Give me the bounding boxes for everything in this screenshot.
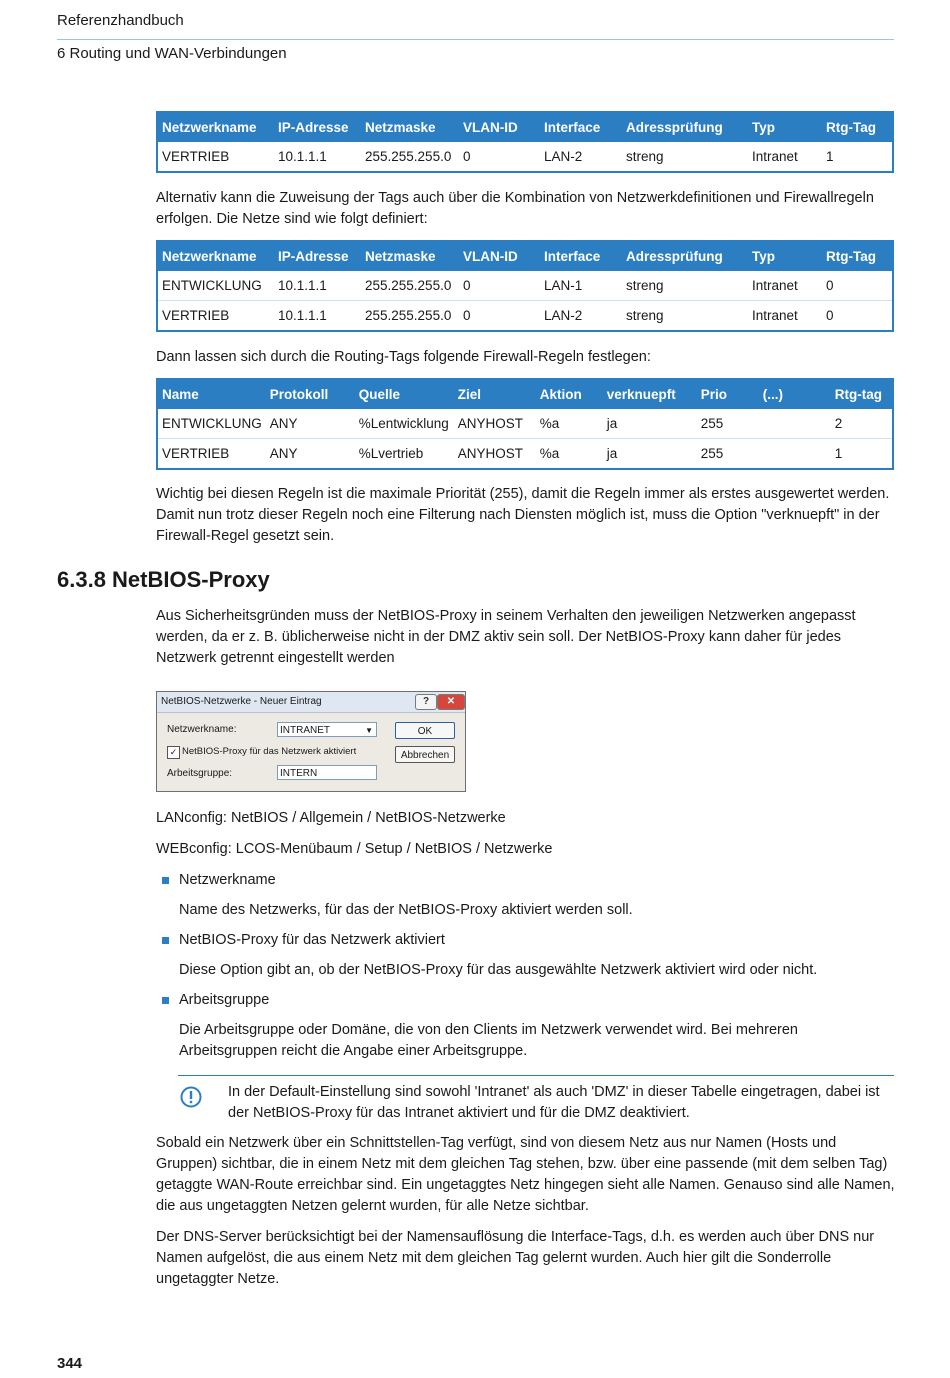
list-item-title: Arbeitsgruppe	[179, 992, 270, 1008]
table-cell: 0	[459, 271, 540, 301]
paragraph-tag-visibility: Sobald ein Netzwerk über ein Schnittstellen-Tag verfügt, sind von diesem Netz aus nur Namen (Hosts und Gruppen) sichtbar, die in einem Netz mit dem gleichen Tag stehen, bzw. über eine passende (mit dem selben Tag) getaggte WAN-Route erreichbar sind. Ein ungetaggtes Netz hingegen sieht alle Namen. Genauso sind alle Namen, die aus ungetaggten Netzen gelernt wurden, für alle Netze sichtbar.	[156, 1135, 895, 1214]
column-header: Interface	[540, 241, 622, 271]
column-header: Interface	[540, 112, 622, 142]
table-cell: ANYHOST	[454, 409, 536, 439]
list-item	[156, 930, 896, 981]
table-cell: %Lvertrieb	[358, 446, 424, 461]
running-header-title: Referenzhandbuch	[57, 12, 184, 29]
table-cell: 255.255.255.0	[365, 149, 452, 164]
paragraph-netbios-intro: Aus Sicherheitsgründen muss der NetBIOS-Proxy in seinem Verhalten den jeweiligen Netzwerken angepasst werden, da er z. B. üblicherweise nicht in der DMZ aktiv sein soll. Der NetBIOS-Proxy kann daher für jedes Netzwerk getrennt eingestellt werden	[156, 608, 856, 666]
table-row	[157, 439, 893, 470]
table-cell: %Lentwicklung	[355, 409, 454, 439]
page-number: 344	[57, 1355, 83, 1372]
table-cell: ENTWICKLUNG	[157, 271, 274, 301]
column-header: Rtg-tag	[831, 379, 893, 409]
list-item-description: Name des Netzwerks, für das der NetBIOS-Proxy aktiviert werden soll.	[179, 902, 633, 918]
table-cell: VERTRIEB	[162, 149, 230, 164]
column-header: Ziel	[454, 379, 536, 409]
firewall-rules-table	[156, 378, 894, 470]
column-header: VLAN-ID	[459, 112, 540, 142]
note-text: In der Default-Einstellung sind sowohl 'Intranet' als auch 'DMZ' in dieser Tabelle eingetragen, dabei ist der NetBIOS-Proxy für das Intranet aktiviert und für die DMZ deaktiviert.	[228, 1084, 880, 1121]
table-cell: LAN-2	[544, 308, 583, 323]
table-cell: VERTRIEB	[162, 446, 230, 461]
table-cell: Intranet	[748, 271, 822, 301]
column-header: Netzwerkname	[157, 241, 274, 271]
table-cell: LAN-2	[544, 149, 583, 164]
column-header: IP-Adresse	[274, 241, 361, 271]
network-name-label: Netzwerkname:	[167, 724, 237, 735]
bullet-icon	[162, 937, 169, 944]
table-cell: 255	[700, 446, 724, 461]
table-cell: 1	[834, 446, 843, 461]
table-cell	[759, 439, 831, 470]
exclamation-icon	[180, 1086, 202, 1108]
network-name-select[interactable]	[277, 722, 377, 737]
column-header: Netzwerkname	[157, 112, 274, 142]
table-cell: ANY	[269, 446, 298, 461]
workgroup-value: INTERN	[280, 768, 318, 779]
table-header-row	[157, 379, 893, 409]
table-cell: 10.1.1.1	[278, 149, 327, 164]
workgroup-input[interactable]	[277, 765, 377, 780]
column-header: Protokoll	[266, 379, 355, 409]
table-cell: 255	[697, 409, 759, 439]
help-button[interactable]: ?	[415, 694, 437, 710]
table-cell: VERTRIEB	[162, 308, 230, 323]
ok-button[interactable]: OK	[395, 722, 455, 739]
table-cell: streng	[622, 271, 748, 301]
table-header-row	[157, 112, 893, 142]
dialog-title: NetBIOS-Netzwerke - Neuer Eintrag	[161, 696, 322, 707]
table-cell: Intranet	[752, 308, 798, 323]
table-cell: ENTWICKLUNG	[157, 409, 266, 439]
table-cell: LAN-1	[540, 271, 622, 301]
paragraph-firewall-intro: Dann lassen sich durch die Routing-Tags folgende Firewall-Regeln festlegen:	[156, 349, 651, 365]
cancel-button[interactable]: Abbrechen	[395, 746, 455, 763]
info-note	[178, 1075, 894, 1124]
table-row	[157, 409, 893, 439]
close-button[interactable]: ✕	[437, 694, 465, 710]
chevron-down-icon[interactable]: ▼	[365, 726, 373, 735]
table-row	[157, 142, 893, 172]
table-cell: 2	[831, 409, 893, 439]
lanconfig-path: LANconfig: NetBIOS / Allgemein / NetBIOS-Netzwerke	[156, 810, 506, 826]
column-header: Adressprüfung	[622, 241, 748, 271]
webconfig-path: WEBconfig: LCOS-Menübaum / Setup / NetBIOS / Netzwerke	[156, 841, 553, 857]
table-header-row	[157, 241, 893, 271]
table-cell: 255.255.255.0	[365, 308, 452, 323]
column-header: Rtg-Tag	[822, 241, 893, 271]
table-cell: ANYHOST	[457, 446, 524, 461]
column-header: Adressprüfung	[622, 112, 748, 142]
list-item-title: Netzwerkname	[179, 872, 276, 888]
column-header: Netzmaske	[361, 112, 459, 142]
table-cell: 0	[826, 308, 834, 323]
column-header: Netzmaske	[361, 241, 459, 271]
table-cell: streng	[626, 308, 664, 323]
column-header: Rtg-Tag	[822, 112, 893, 142]
network-table-1	[156, 111, 894, 173]
table-cell: 0	[822, 271, 893, 301]
column-header: VLAN-ID	[459, 241, 540, 271]
table-cell: %a	[539, 446, 560, 461]
table-cell	[759, 409, 831, 439]
bullet-icon	[162, 877, 169, 884]
table-cell: ANY	[266, 409, 355, 439]
table-cell: 0	[463, 308, 471, 323]
list-item-description: Die Arbeitsgruppe oder Domäne, die von den Clients im Netzwerk verwendet wird. Bei mehreren Arbeitsgruppen reicht die Angabe einer Arbeitsgruppe.	[179, 1022, 798, 1059]
proxy-enabled-checkbox[interactable]: ✓	[167, 746, 180, 759]
header-divider	[57, 39, 894, 40]
column-header: Typ	[748, 241, 822, 271]
table-cell: 255.255.255.0	[361, 271, 459, 301]
table-cell: 10.1.1.1	[274, 271, 361, 301]
list-item	[156, 870, 896, 921]
table-row	[157, 301, 893, 332]
workgroup-label: Arbeitsgruppe:	[167, 768, 233, 779]
network-name-value: INTRANET	[280, 725, 330, 736]
table-cell: Intranet	[752, 149, 798, 164]
paragraph-alternative: Alternativ kann die Zuweisung der Tags auch über die Kombination von Netzwerkdefinitionen und Firewallregeln erfolgen. Die Netze sind wie folgt definiert:	[156, 190, 874, 227]
column-header: Aktion	[536, 379, 603, 409]
table-cell: %a	[536, 409, 603, 439]
bullet-icon	[162, 997, 169, 1004]
running-header-chapter: 6 Routing und WAN-Verbindungen	[57, 45, 287, 62]
column-header: Prio	[697, 379, 759, 409]
section-heading: 6.3.8 NetBIOS-Proxy	[57, 567, 270, 592]
column-header: Name	[157, 379, 266, 409]
table-cell: ja	[603, 409, 697, 439]
column-header: Quelle	[355, 379, 454, 409]
table-row	[157, 271, 893, 301]
table-cell: 10.1.1.1	[278, 308, 327, 323]
table-cell: streng	[626, 149, 664, 164]
paragraph-dns: Der DNS-Server berücksichtigt bei der Namensauflösung die Interface-Tags, d.h. es werden auch über DNS nur Namen aufgelöst, die aus einem Netz mit dem gleichen Tag gelernt wurden. Auch hier gilt die Sonderrolle ungetaggter Netze.	[156, 1229, 875, 1287]
list-item-title: NetBIOS-Proxy für das Netzwerk aktiviert	[179, 932, 445, 948]
network-table-2	[156, 240, 894, 332]
table-cell: 1	[826, 149, 834, 164]
list-item	[156, 990, 896, 1062]
proxy-enabled-label: NetBIOS-Proxy für das Netzwerk aktiviert	[182, 746, 357, 757]
list-item-description: Diese Option gibt an, ob der NetBIOS-Proxy für das ausgewählte Netzwerk aktiviert wird oder nicht.	[179, 962, 818, 978]
column-header: IP-Adresse	[274, 112, 361, 142]
column-header: verknuepft	[603, 379, 697, 409]
table-cell: 0	[463, 149, 471, 164]
parameter-list	[156, 870, 896, 1071]
netbios-dialog	[156, 691, 466, 792]
dialog-title-bar	[157, 692, 465, 713]
table-cell: ja	[606, 446, 618, 461]
column-header: Typ	[748, 112, 822, 142]
column-header: (...)	[759, 379, 831, 409]
paragraph-priority: Wichtig bei diesen Regeln ist die maximale Priorität (255), damit die Regeln immer als erstes ausgewertet werden. Damit nun trotz dieser Regeln noch eine Filterung nach Diensten möglich ist, muss die Option "verknuepft" in der Firewall-Regel gesetzt sein.	[156, 486, 890, 544]
